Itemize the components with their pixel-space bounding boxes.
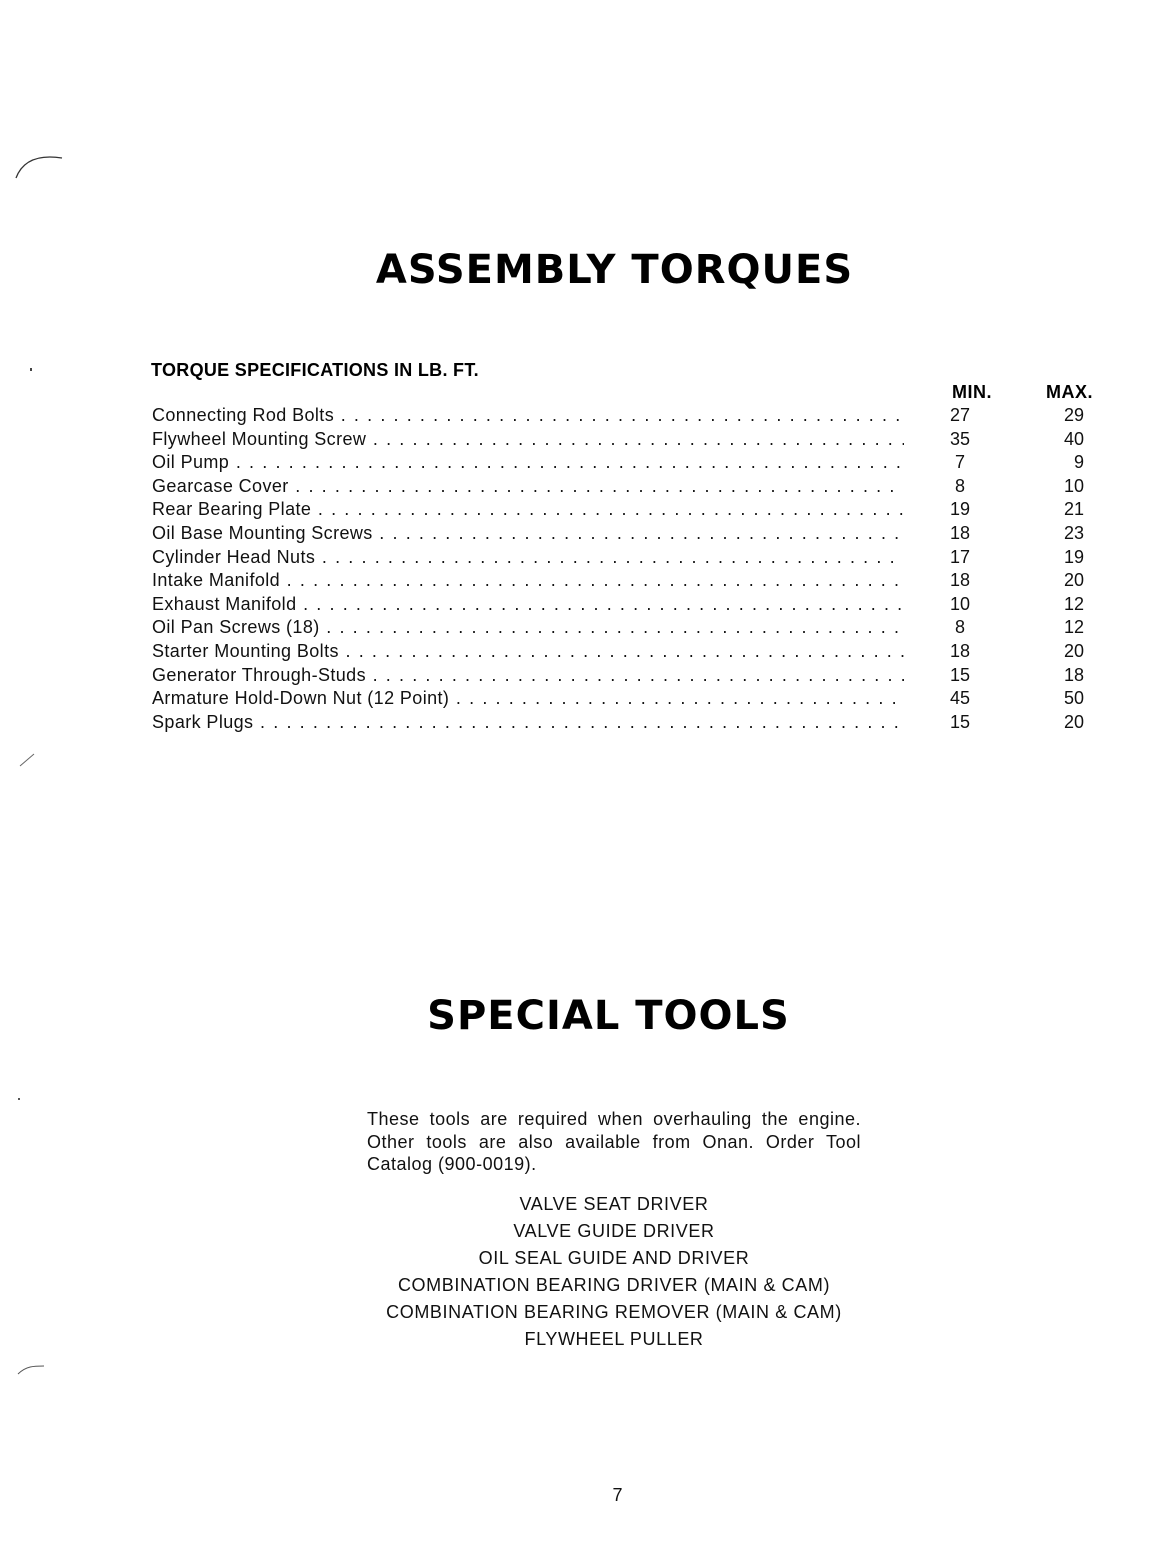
- torque-spec-subheading: TORQUE SPECIFICATIONS IN LB. FT.: [151, 360, 479, 380]
- torque-min-value: 18: [949, 522, 971, 543]
- torque-min-value: 19: [949, 499, 971, 520]
- torque-max-value: 9: [1073, 452, 1084, 473]
- torque-item-label: Exhaust Manifold . . .: [152, 593, 904, 617]
- table-row: [152, 640, 1102, 664]
- torque-item-label: Oil Base Mounting Screws . . .: [152, 522, 904, 546]
- torque-max-value: 50: [1063, 688, 1084, 709]
- scan-edge-mark: [18, 750, 38, 770]
- torque-item-label: Cylinder Head Nuts . . .: [152, 546, 904, 570]
- torque-item-label: Connecting Rod Bolts . . .: [152, 404, 904, 428]
- torque-max-value: 21: [1063, 499, 1084, 520]
- torque-max-value: 10: [1063, 475, 1084, 496]
- torque-max-value: 12: [1063, 617, 1084, 638]
- special-tools-intro: These tools are required when overhauling the engine. Other tools are also available from Onan. Order Tool Catalog (900-0019).: [367, 1109, 861, 1174]
- torque-min-value: 8: [954, 475, 965, 496]
- tool-item: OIL SEAL GUIDE AND DRIVER: [478, 1248, 750, 1268]
- special-tools-title: SPECIAL TOOLS: [427, 993, 790, 1039]
- torque-max-value: 40: [1063, 428, 1084, 449]
- torque-min-value: 18: [949, 570, 971, 591]
- table-row: [152, 546, 1102, 570]
- torque-item-label: Armature Hold-Down Nut (12 Point) . . .: [152, 687, 904, 711]
- torque-max-value: 19: [1063, 546, 1084, 567]
- torque-max-value: 18: [1063, 664, 1084, 685]
- torque-max-value: 23: [1063, 522, 1084, 543]
- torque-min-value: 15: [949, 711, 971, 732]
- table-row: [152, 616, 1102, 640]
- table-row: [152, 522, 1102, 546]
- torque-item-label: Intake Manifold . . .: [152, 569, 904, 593]
- scan-edge-mark: [16, 1360, 46, 1380]
- torque-min-value: 17: [949, 546, 971, 567]
- max-column-header: MAX.: [1046, 382, 1093, 402]
- torque-table: [152, 404, 1102, 734]
- table-row: [152, 498, 1102, 522]
- table-row: [152, 451, 1102, 475]
- torque-item-label: Gearcase Cover . . .: [152, 475, 904, 499]
- torque-min-value: 35: [949, 428, 971, 449]
- table-row: [152, 664, 1102, 688]
- table-row: [152, 404, 1102, 428]
- torque-item-label: Oil Pan Screws (18) . . .: [152, 616, 904, 640]
- tool-item: VALVE SEAT DRIVER: [519, 1194, 709, 1214]
- torque-min-value: 7: [954, 452, 965, 473]
- table-row: [152, 428, 1102, 452]
- assembly-torques-title: ASSEMBLY TORQUES: [375, 247, 854, 293]
- table-row: [152, 711, 1102, 735]
- torque-max-value: 12: [1063, 593, 1084, 614]
- table-row: [152, 569, 1102, 593]
- torque-max-value: 29: [1063, 405, 1084, 425]
- torque-item-label: Spark Plugs . . .: [152, 711, 904, 735]
- torque-item-label: Rear Bearing Plate . . .: [152, 498, 904, 522]
- scan-edge-mark: [14, 140, 64, 180]
- tool-item: COMBINATION BEARING REMOVER (MAIN & CAM): [386, 1302, 842, 1322]
- torque-item-label: Generator Through-Studs . . .: [152, 664, 904, 688]
- torque-item-label: Starter Mounting Bolts . . .: [152, 640, 904, 664]
- torque-max-value: 20: [1063, 640, 1084, 661]
- torque-min-value: 45: [949, 688, 971, 709]
- tool-list: [367, 1193, 861, 1355]
- tool-item: FLYWHEEL PULLER: [524, 1329, 704, 1349]
- scan-dot: [30, 368, 32, 371]
- torque-item-label: Oil Pump . . .: [152, 451, 904, 475]
- table-row: [152, 475, 1102, 499]
- scan-dot: [18, 1098, 20, 1100]
- table-row: [152, 687, 1102, 711]
- table-row: [152, 593, 1102, 617]
- torque-min-value: 18: [949, 640, 971, 661]
- torque-min-value: 27: [949, 405, 971, 425]
- torque-min-value: 15: [949, 664, 971, 685]
- page-number: 7: [612, 1485, 623, 1505]
- min-column-header: MIN.: [952, 382, 992, 402]
- torque-min-value: 10: [949, 593, 971, 614]
- tool-item: VALVE GUIDE DRIVER: [513, 1221, 715, 1241]
- torque-max-value: 20: [1063, 711, 1084, 732]
- tool-item: COMBINATION BEARING DRIVER (MAIN & CAM): [397, 1275, 831, 1295]
- torque-max-value: 20: [1063, 570, 1084, 591]
- torque-item-label: Flywheel Mounting Screw . . .: [152, 428, 904, 452]
- torque-min-value: 8: [954, 617, 965, 638]
